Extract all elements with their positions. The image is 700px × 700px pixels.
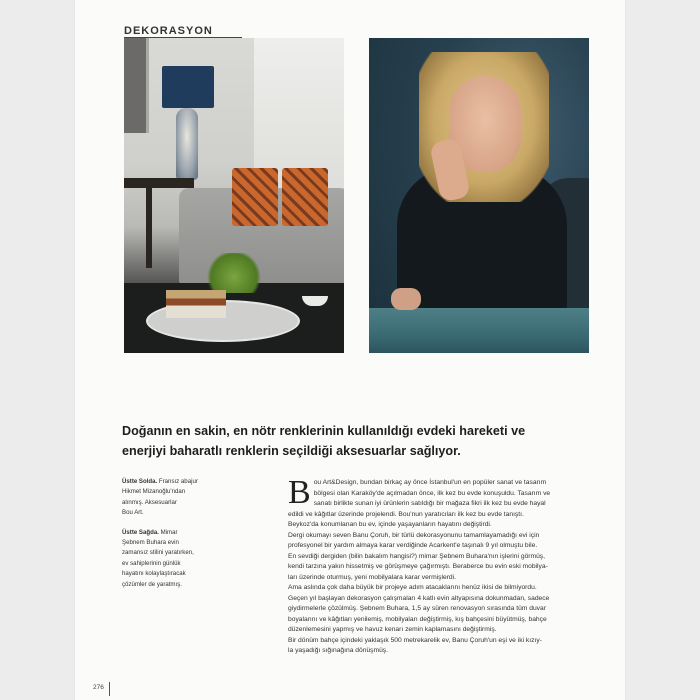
caption-text: Bou Art. bbox=[122, 509, 144, 517]
footer-rule bbox=[109, 682, 110, 696]
caption-text: Hikmet Mizanoğlu'ndan bbox=[122, 488, 186, 496]
body-line: ou Art&Design, bundan birkaç ay önce İstanbul'un en popüler sanat ve tasarım bbox=[313, 479, 547, 486]
caption-text: ev sahiplerinin günlük bbox=[122, 559, 181, 567]
headline bbox=[122, 421, 592, 461]
side-table bbox=[124, 178, 194, 188]
lamp-base bbox=[176, 108, 198, 180]
headline-line: enerjiyi baharatlı renklerin seçildiği aksesuarlar sağlıyor. bbox=[122, 444, 461, 458]
person-hand-on-table bbox=[391, 288, 421, 310]
body-line: boyalarını ve kâğıtları yenilemiş, mobilyaları değiştirmiş, kış bahçesini büyütmüş, bahçe bbox=[288, 615, 547, 623]
caption-text: Fransız abajur bbox=[157, 478, 198, 485]
caption-text: zamansız stilini yaratırken, bbox=[122, 549, 194, 557]
page-number: 276 bbox=[93, 684, 104, 691]
books bbox=[166, 290, 226, 318]
pillow bbox=[282, 168, 328, 226]
table-surface bbox=[369, 308, 589, 353]
caption-text: çözümler de yaratmış. bbox=[122, 580, 182, 588]
side-table-leg bbox=[146, 188, 152, 268]
lamp-shade bbox=[162, 66, 214, 108]
living-room-photo bbox=[124, 38, 344, 353]
body-line: profesyonel bir yardım almaya karar verdiğinde Acarkent'e taşınalı 9 yıl olmuştu bile. bbox=[288, 542, 538, 549]
body-line: giydirmelerle çözülmüş. Şebnem Buhara, 1,5 ay süren renovasyon sırasında tüm duvar bbox=[288, 605, 546, 612]
caption-top-left bbox=[122, 477, 217, 519]
caption-text: Mimar bbox=[158, 528, 178, 536]
body-line: Ama aslında çok daha büyük bir projeye adım atacaklarını henüz ikisi de bilmiyordu. bbox=[288, 584, 537, 591]
article-body bbox=[288, 474, 594, 657]
body-line: En sevdiği dergiden (bilin bakalım hangisi?) mimar Şebnem Buhara'nın işlerini görmüş, bbox=[288, 552, 546, 560]
body-line: ları üzerinde oturmuş, yeni mobilyalara karar vermişlerdi. bbox=[288, 573, 456, 581]
body-line: düzenlemesini yapmış ve havuz kenarı zemin kaplamasını değiştirmiş. bbox=[288, 626, 497, 633]
body-line: Geçen yıl başlayan dekorasyon çalışmaları 4 katlı evin altyapısına dokunmadan, sadece bbox=[288, 594, 550, 602]
caption-text: alınmış. Aksesuarlar bbox=[122, 498, 177, 506]
window bbox=[254, 38, 344, 188]
portrait-photo bbox=[369, 38, 589, 353]
caption-text: hayatını kolaylaştıracak bbox=[122, 570, 186, 578]
pillow bbox=[232, 168, 278, 226]
caption-title: Üstte Solda. bbox=[122, 478, 158, 485]
body-line: la yaşadığı sığınağına dönüşmüş. bbox=[288, 647, 389, 654]
section-label: DEKORASYON bbox=[124, 25, 213, 37]
headline-line: Doğanın en sakin, en nötr renklerinin kullanıldığı evdeki hareketi ve bbox=[122, 424, 526, 438]
caption-top-right bbox=[122, 528, 217, 590]
body-line: bölgesi olan Karaköy'de açılmadan önce, ilk kez bu evde konuşuldu. Tasarım ve bbox=[313, 489, 551, 497]
caption-title: Üstte Sağda. bbox=[122, 528, 159, 536]
caption-text: Şebnem Buhara evin bbox=[122, 539, 179, 547]
body-line: Dergi okumayı seven Banu Çoruh, bir türlü dekorasyonunu tamamlayamadığı evi için bbox=[288, 531, 540, 539]
body-line: Beykoz'da konumlanan bu ev, içinde yaşayanların hayatını değiştirdi. bbox=[288, 521, 492, 528]
body-line: Bir dönüm bahçe içindeki yaklaşık 500 metrekarelik ev, Banu Çoruh'un eşi ve iki kızıy- bbox=[288, 636, 542, 644]
body-line: edildi ve kâğıtlar üzerinde projelendi. Bou'nun yaratıcıları ilk kez bu evde tanıştı. bbox=[288, 510, 524, 518]
plant bbox=[204, 253, 264, 293]
body-line: kendi tarzına yakın hissetmiş ve görüşmeye çağırmıştı. Beraberce bu evin eski mobilya- bbox=[288, 563, 548, 570]
body-line: sanatı birlikte sunan iyi ürünlerin satıldığı bir mağaza fikri ilk kez bu evde hayal bbox=[313, 500, 546, 507]
wall-art bbox=[124, 38, 149, 133]
captions bbox=[122, 477, 217, 599]
drop-cap: B bbox=[288, 474, 311, 511]
